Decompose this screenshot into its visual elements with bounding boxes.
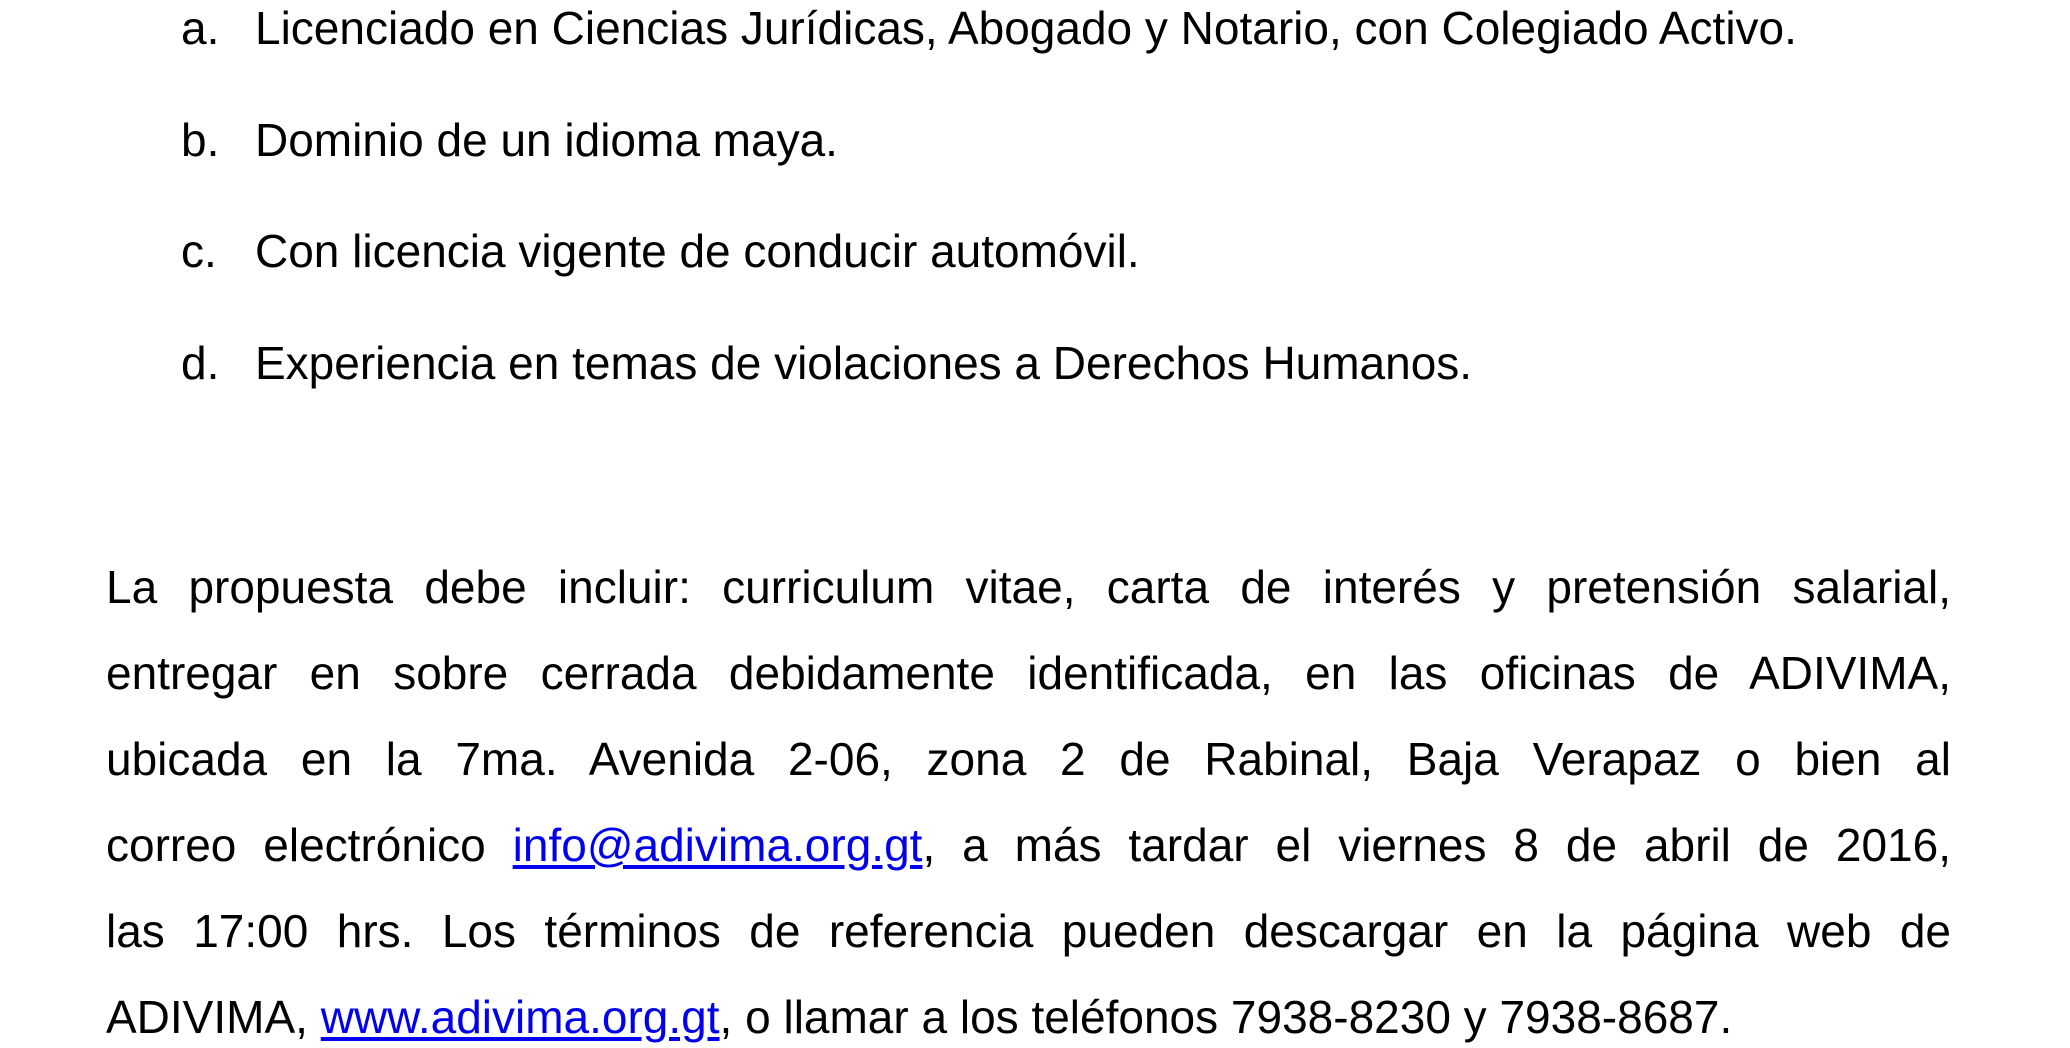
email-link[interactable]: info@adivima.org.gt (512, 819, 923, 871)
paragraph-text: correo electrónico (106, 819, 513, 871)
paragraph-text: ADIVIMA, (106, 991, 321, 1043)
requirement-letter: d. (181, 337, 220, 389)
paragraph-line-email (106, 814, 1951, 876)
requirement-text: Experiencia en temas de violaciones a Derechos Humanos. (255, 337, 1473, 389)
requirement-letter: a. (181, 2, 220, 54)
paragraph-line: las 17:00 hrs. Los términos de referencia pueden descargar en la página web de (106, 905, 1951, 957)
requirement-text: Dominio de un idioma maya. (255, 114, 838, 166)
requirement-letter: c. (181, 225, 217, 277)
paragraph-text: , o llamar a los teléfonos 7938-8230 y 7938-8687. (719, 991, 1733, 1043)
paragraph-line: ubicada en la 7ma. Avenida 2-06, zona 2 de Rabinal, Baja Verapaz o bien al (106, 733, 1951, 785)
paragraph-text: , a más tardar el viernes 8 de abril de 2016, (922, 819, 1951, 871)
requirement-letter: b. (181, 114, 220, 166)
paragraph-line-website (106, 986, 1951, 1048)
website-link[interactable]: www.adivima.org.gt (320, 991, 720, 1043)
requirement-text: Con licencia vigente de conducir automóvil. (255, 225, 1140, 277)
paragraph-line: entregar en sobre cerrada debidamente identificada, en las oficinas de ADIVIMA, (106, 647, 1951, 699)
paragraph-line: La propuesta debe incluir: curriculum vitae, carta de interés y pretensión salarial, (106, 561, 1951, 613)
requirement-text: Licenciado en Ciencias Jurídicas, Abogado y Notario, con Colegiado Activo. (255, 2, 1797, 54)
